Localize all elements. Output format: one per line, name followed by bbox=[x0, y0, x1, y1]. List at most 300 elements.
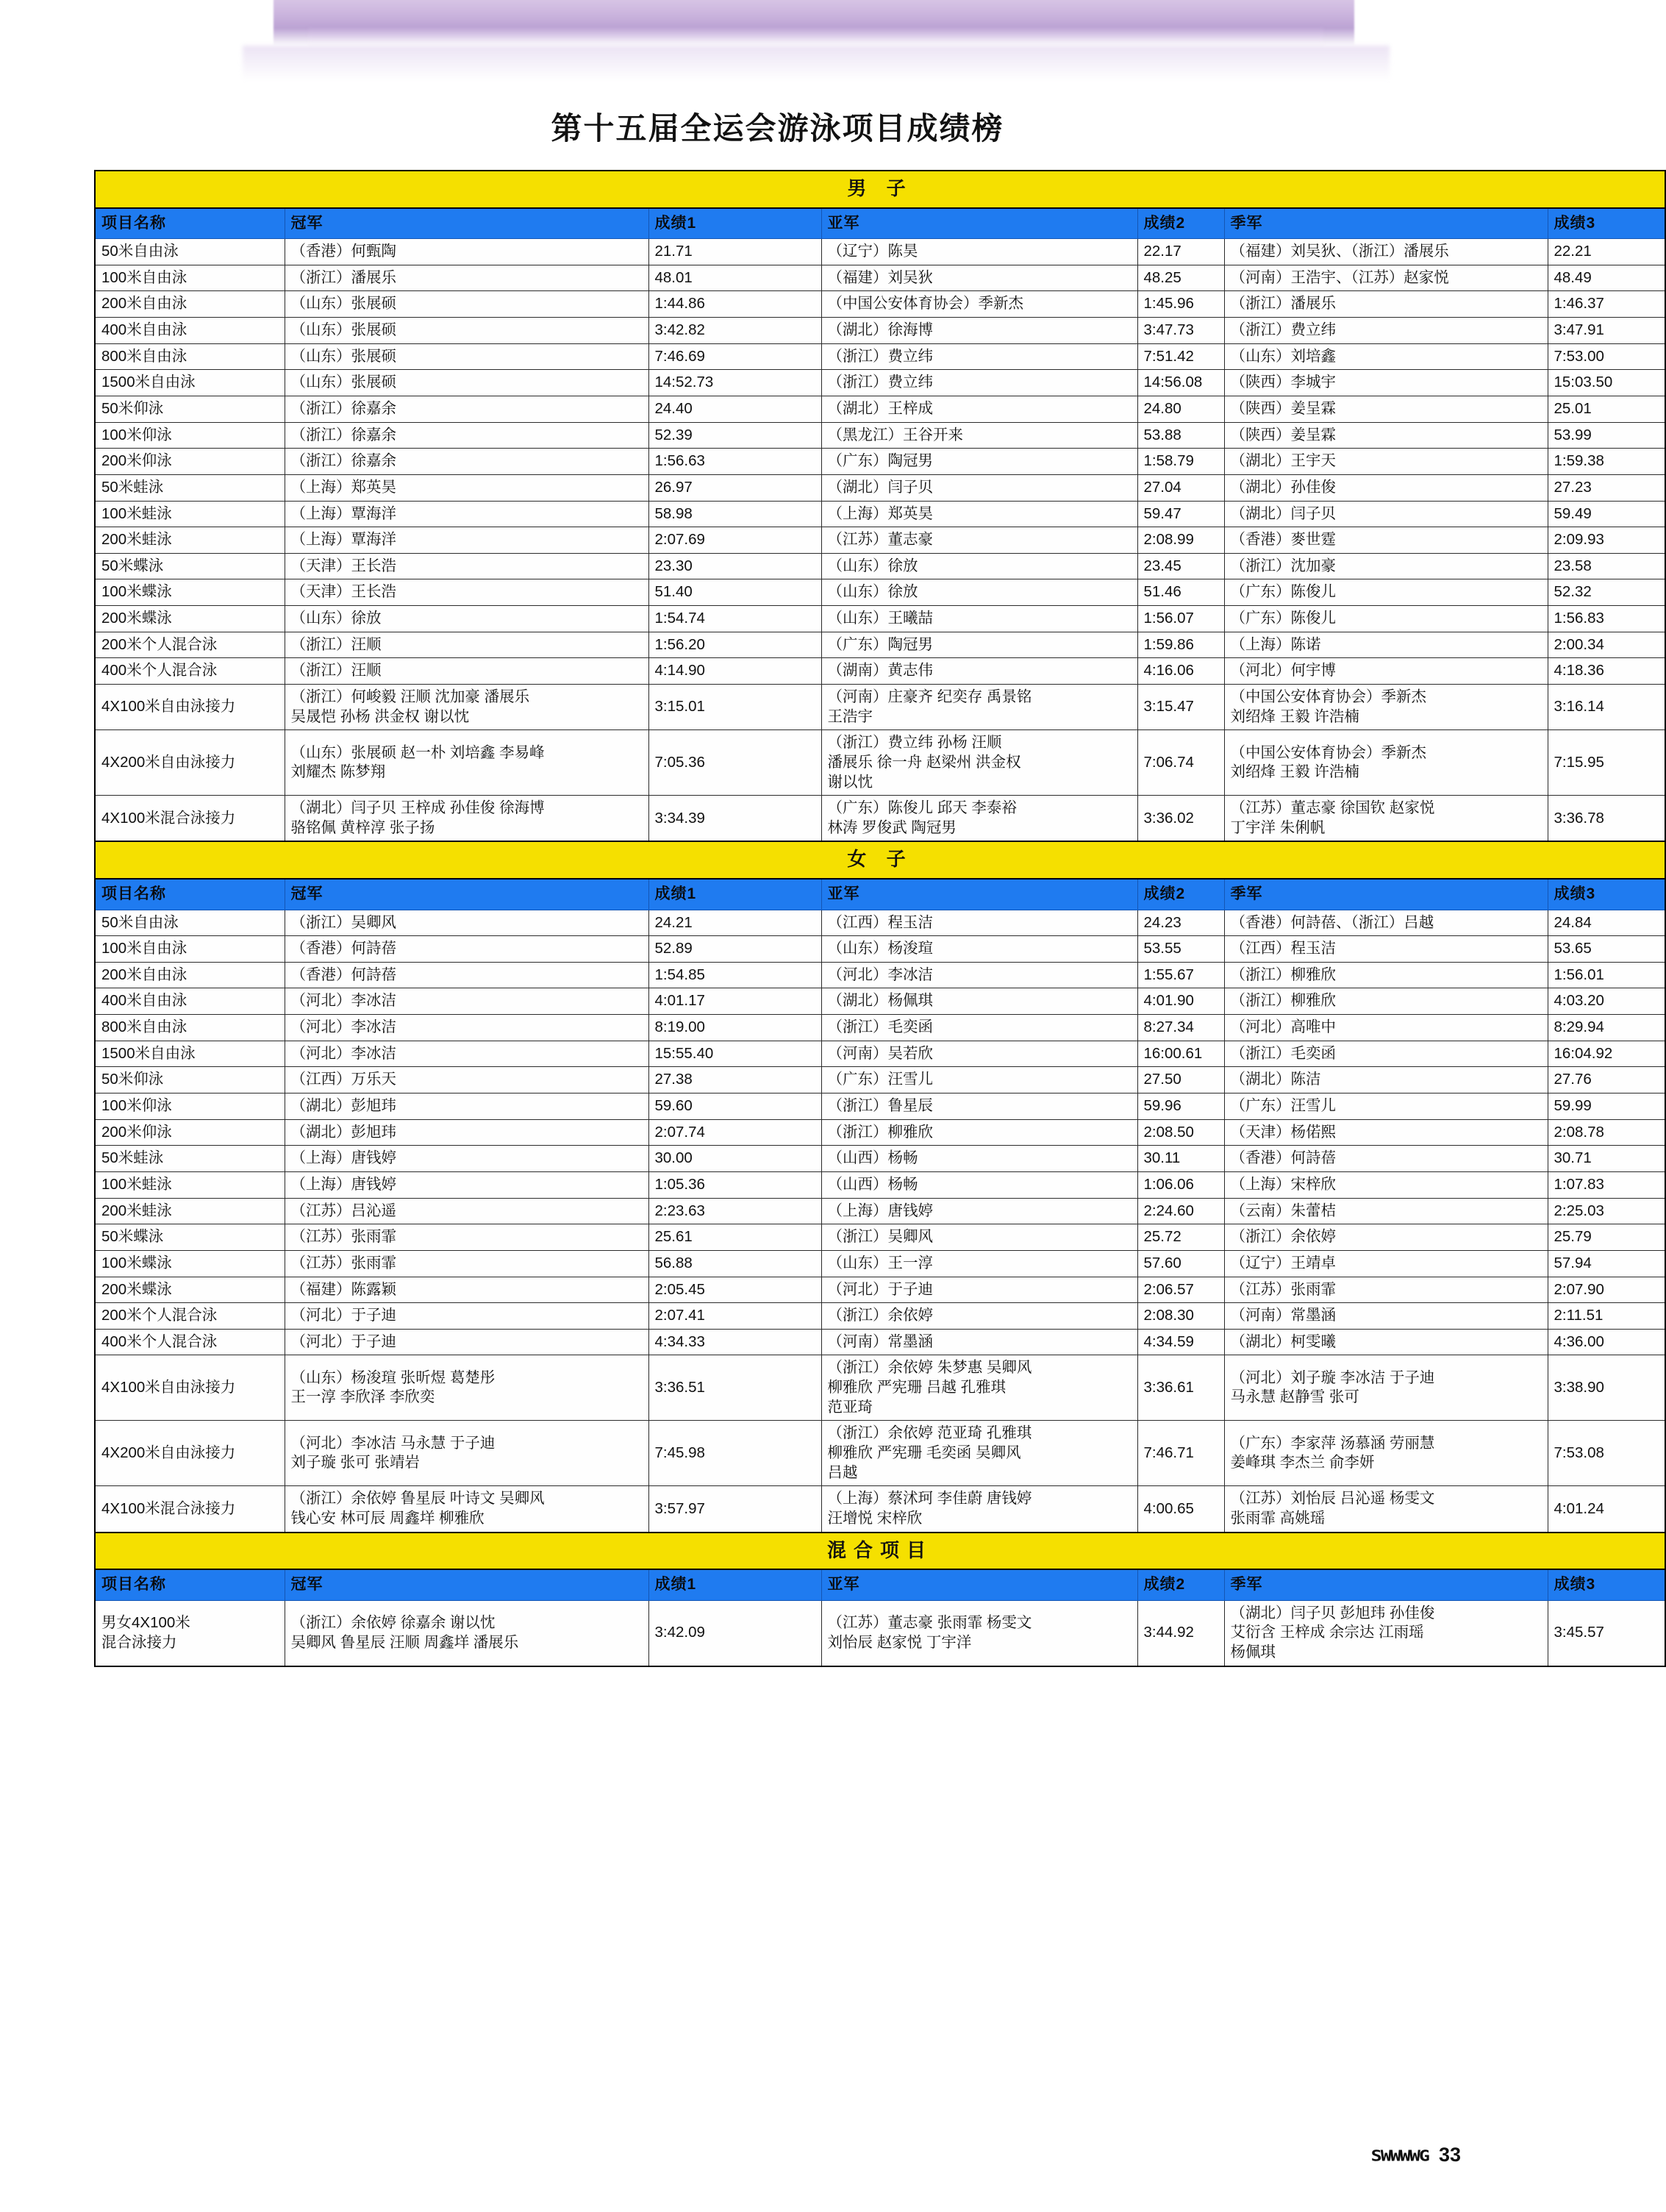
event-name-cell: 4X200米自由泳接力 bbox=[95, 730, 285, 796]
champion-cell: （江西）万乐天 bbox=[285, 1067, 648, 1093]
third-place-time-cell: 8:29.94 bbox=[1548, 1015, 1665, 1041]
third-place-cell: （江苏）张雨霏 bbox=[1224, 1277, 1548, 1303]
third-place-cell: （香港）何詩蓓、（浙江）吕越 bbox=[1224, 910, 1548, 936]
runner-up-cell: （黑龙江）王谷开来 bbox=[821, 422, 1137, 449]
third-place-time-cell: 59.99 bbox=[1548, 1093, 1665, 1120]
champion-time-cell: 1:05.36 bbox=[648, 1171, 821, 1198]
event-name-cell: 4X100米混合泳接力 bbox=[95, 796, 285, 842]
event-name-cell: 1500米自由泳 bbox=[95, 370, 285, 396]
runner-up-time-cell: 3:44.92 bbox=[1137, 1600, 1224, 1666]
champion-cell: （上海）唐钱婷 bbox=[285, 1146, 648, 1172]
third-place-cell: （河北）高唯中 bbox=[1224, 1015, 1548, 1041]
column-header-1: 冠军 bbox=[285, 208, 648, 239]
event-name-cell: 4X100米混合泳接力 bbox=[95, 1486, 285, 1533]
runner-up-cell: （湖北）王梓成 bbox=[821, 396, 1137, 422]
runner-up-cell: （湖南）黄志伟 bbox=[821, 658, 1137, 685]
champion-cell: （上海）覃海洋 bbox=[285, 501, 648, 527]
column-header-6: 成绩3 bbox=[1548, 1569, 1665, 1600]
third-place-cell: （香港）何詩蓓 bbox=[1224, 1146, 1548, 1172]
third-place-cell: （香港）麥世霆 bbox=[1224, 527, 1548, 554]
table-row bbox=[95, 1119, 1665, 1146]
runner-up-time-cell: 27.04 bbox=[1137, 474, 1224, 501]
champion-time-cell: 59.60 bbox=[648, 1093, 821, 1120]
champion-cell: （香港）何詩蓓 bbox=[285, 936, 648, 963]
runner-up-cell: （湖北）徐海博 bbox=[821, 318, 1137, 344]
champion-cell: （上海）覃海洋 bbox=[285, 527, 648, 554]
runner-up-cell: （河北）于子迪 bbox=[821, 1277, 1137, 1303]
third-place-time-cell: 15:03.50 bbox=[1548, 370, 1665, 396]
event-name-cell: 200米蛙泳 bbox=[95, 527, 285, 554]
champion-time-cell: 1:56.20 bbox=[648, 632, 821, 658]
champion-cell: （福建）陈露颖 bbox=[285, 1277, 648, 1303]
table-row bbox=[95, 936, 1665, 963]
runner-up-time-cell: 30.11 bbox=[1137, 1146, 1224, 1172]
decorative-top-band bbox=[0, 0, 1555, 77]
table-row bbox=[95, 1421, 1665, 1486]
third-place-cell: （湖北）陈洁 bbox=[1224, 1067, 1548, 1093]
event-name-cell: 50米自由泳 bbox=[95, 239, 285, 265]
column-header-1: 冠军 bbox=[285, 879, 648, 910]
runner-up-time-cell: 2:08.99 bbox=[1137, 527, 1224, 554]
runner-up-cell: （广东）陶冠男 bbox=[821, 449, 1137, 475]
runner-up-cell: （广东）陶冠男 bbox=[821, 632, 1137, 658]
third-place-cell: （浙江）潘展乐 bbox=[1224, 291, 1548, 318]
runner-up-cell: （辽宁）陈昊 bbox=[821, 239, 1137, 265]
event-name-cell: 800米自由泳 bbox=[95, 343, 285, 370]
runner-up-time-cell: 2:24.60 bbox=[1137, 1198, 1224, 1224]
champion-cell: （湖北）彭旭玮 bbox=[285, 1119, 648, 1146]
paper-smear-fade bbox=[243, 46, 1390, 81]
champion-time-cell: 8:19.00 bbox=[648, 1015, 821, 1041]
event-name-cell: 200米仰泳 bbox=[95, 449, 285, 475]
runner-up-time-cell: 8:27.34 bbox=[1137, 1015, 1224, 1041]
champion-time-cell: 21.71 bbox=[648, 239, 821, 265]
third-place-time-cell: 3:36.78 bbox=[1548, 796, 1665, 842]
runner-up-cell: （山东）杨浚瑄 bbox=[821, 936, 1137, 963]
runner-up-time-cell: 7:46.71 bbox=[1137, 1421, 1224, 1486]
champion-cell: （浙江）吴卿风 bbox=[285, 910, 648, 936]
table-row bbox=[95, 730, 1665, 796]
third-place-time-cell: 3:47.91 bbox=[1548, 318, 1665, 344]
event-name-cell: 100米自由泳 bbox=[95, 936, 285, 963]
column-header-6: 成绩3 bbox=[1548, 208, 1665, 239]
event-name-cell: 50米蛙泳 bbox=[95, 1146, 285, 1172]
champion-time-cell: 1:44.86 bbox=[648, 291, 821, 318]
results-sheet bbox=[94, 170, 1613, 1667]
runner-up-time-cell: 23.45 bbox=[1137, 553, 1224, 579]
column-header-3: 亚军 bbox=[821, 1569, 1137, 1600]
champion-time-cell: 3:57.97 bbox=[648, 1486, 821, 1533]
column-header-4: 成绩2 bbox=[1137, 208, 1224, 239]
column-header-3: 亚军 bbox=[821, 208, 1137, 239]
champion-time-cell: 52.89 bbox=[648, 936, 821, 963]
column-header-0: 项目名称 bbox=[95, 879, 285, 910]
table-row bbox=[95, 658, 1665, 685]
runner-up-time-cell: 7:06.74 bbox=[1137, 730, 1224, 796]
runner-up-time-cell: 2:06.57 bbox=[1137, 1277, 1224, 1303]
table-row bbox=[95, 527, 1665, 554]
runner-up-time-cell: 59.96 bbox=[1137, 1093, 1224, 1120]
third-place-time-cell: 59.49 bbox=[1548, 501, 1665, 527]
third-place-cell: （湖北）王宇天 bbox=[1224, 449, 1548, 475]
table-row bbox=[95, 606, 1665, 632]
runner-up-cell: （福建）刘吴狄 bbox=[821, 265, 1137, 291]
champion-cell: （上海）唐钱婷 bbox=[285, 1171, 648, 1198]
runner-up-time-cell: 1:58.79 bbox=[1137, 449, 1224, 475]
runner-up-time-cell: 4:16.06 bbox=[1137, 658, 1224, 685]
third-place-cell: （浙江）沈加豪 bbox=[1224, 553, 1548, 579]
runner-up-cell: （广东）陈俊儿 邱天 李泰裕 林涛 罗俊武 陶冠男 bbox=[821, 796, 1137, 842]
table-row bbox=[95, 370, 1665, 396]
runner-up-time-cell: 1:55.67 bbox=[1137, 962, 1224, 988]
section-title: 男 子 bbox=[95, 171, 1665, 208]
third-place-cell: （广东）李家萍 汤慕涵 劳丽慧 姜峰琪 李杰兰 俞李妍 bbox=[1224, 1421, 1548, 1486]
event-name-cell: 200米自由泳 bbox=[95, 291, 285, 318]
champion-time-cell: 2:07.69 bbox=[648, 527, 821, 554]
page-title: 第十五届全运会游泳项目成绩榜 bbox=[551, 111, 1004, 146]
third-place-cell: （湖北）闫子贝 bbox=[1224, 501, 1548, 527]
runner-up-time-cell: 2:08.30 bbox=[1137, 1303, 1224, 1330]
event-name-cell: 200米蝶泳 bbox=[95, 1277, 285, 1303]
third-place-cell: （江苏）刘怡辰 吕沁遥 杨雯文 张雨霏 高姚瑶 bbox=[1224, 1486, 1548, 1533]
third-place-time-cell: 1:46.37 bbox=[1548, 291, 1665, 318]
third-place-time-cell: 53.99 bbox=[1548, 422, 1665, 449]
champion-time-cell: 24.40 bbox=[648, 396, 821, 422]
third-place-time-cell: 25.79 bbox=[1548, 1224, 1665, 1251]
runner-up-time-cell: 48.25 bbox=[1137, 265, 1224, 291]
column-header-6: 成绩3 bbox=[1548, 879, 1665, 910]
champion-time-cell: 15:55.40 bbox=[648, 1041, 821, 1067]
runner-up-time-cell: 2:08.50 bbox=[1137, 1119, 1224, 1146]
runner-up-cell: （浙江）吴卿风 bbox=[821, 1224, 1137, 1251]
runner-up-cell: （河南）吴若欣 bbox=[821, 1041, 1137, 1067]
runner-up-cell: （浙江）费立纬 bbox=[821, 343, 1137, 370]
table-row bbox=[95, 1303, 1665, 1330]
third-place-time-cell: 4:03.20 bbox=[1548, 988, 1665, 1015]
third-place-time-cell: 24.84 bbox=[1548, 910, 1665, 936]
champion-time-cell: 4:14.90 bbox=[648, 658, 821, 685]
third-place-time-cell: 3:38.90 bbox=[1548, 1355, 1665, 1421]
runner-up-cell: （山东）王一淳 bbox=[821, 1250, 1137, 1277]
column-header-4: 成绩2 bbox=[1137, 879, 1224, 910]
third-place-cell: （广东）陈俊儿 bbox=[1224, 606, 1548, 632]
column-header-3: 亚军 bbox=[821, 879, 1137, 910]
champion-cell: （天津）王长浩 bbox=[285, 579, 648, 606]
runner-up-cell: （浙江）毛奕函 bbox=[821, 1015, 1137, 1041]
champion-cell: （山东）杨浚瑄 张昕煜 葛楚彤 王一淳 李欣泽 李欣奕 bbox=[285, 1355, 648, 1421]
champion-time-cell: 3:15.01 bbox=[648, 684, 821, 729]
champion-cell: （江苏）吕沁遥 bbox=[285, 1198, 648, 1224]
event-name-cell: 200米个人混合泳 bbox=[95, 1303, 285, 1330]
third-place-time-cell: 7:53.00 bbox=[1548, 343, 1665, 370]
table-row bbox=[95, 553, 1665, 579]
third-place-time-cell: 27.76 bbox=[1548, 1067, 1665, 1093]
column-header-5: 季军 bbox=[1224, 879, 1548, 910]
champion-cell: （山东）张展硕 bbox=[285, 370, 648, 396]
third-place-cell: （江西）程玉洁 bbox=[1224, 936, 1548, 963]
column-header-5: 季军 bbox=[1224, 208, 1548, 239]
champion-cell: （河北）李冰洁 bbox=[285, 988, 648, 1015]
champion-time-cell: 7:05.36 bbox=[648, 730, 821, 796]
table-row bbox=[95, 1355, 1665, 1421]
third-place-cell: （浙江）柳雅欣 bbox=[1224, 962, 1548, 988]
champion-time-cell: 2:07.41 bbox=[648, 1303, 821, 1330]
runner-up-cell: （上海）郑英昊 bbox=[821, 501, 1137, 527]
runner-up-time-cell: 3:47.73 bbox=[1137, 318, 1224, 344]
event-name-cell: 100米蛙泳 bbox=[95, 501, 285, 527]
table-row bbox=[95, 1093, 1665, 1120]
column-header-0: 项目名称 bbox=[95, 208, 285, 239]
champion-time-cell: 3:42.09 bbox=[648, 1600, 821, 1666]
third-place-time-cell: 4:36.00 bbox=[1548, 1329, 1665, 1355]
runner-up-time-cell: 25.72 bbox=[1137, 1224, 1224, 1251]
runner-up-time-cell: 3:36.61 bbox=[1137, 1355, 1224, 1421]
third-place-time-cell: 7:15.95 bbox=[1548, 730, 1665, 796]
runner-up-time-cell: 53.55 bbox=[1137, 936, 1224, 963]
champion-time-cell: 4:34.33 bbox=[648, 1329, 821, 1355]
table-row bbox=[95, 988, 1665, 1015]
third-place-cell: （天津）杨偌熙 bbox=[1224, 1119, 1548, 1146]
event-name-cell: 400米自由泳 bbox=[95, 318, 285, 344]
table-row bbox=[95, 1041, 1665, 1067]
runner-up-cell: （浙江）费立纬 bbox=[821, 370, 1137, 396]
table-row bbox=[95, 632, 1665, 658]
runner-up-time-cell: 24.80 bbox=[1137, 396, 1224, 422]
champion-cell: （江苏）张雨霏 bbox=[285, 1250, 648, 1277]
champion-time-cell: 48.01 bbox=[648, 265, 821, 291]
third-place-time-cell: 1:59.38 bbox=[1548, 449, 1665, 475]
champion-cell: （浙江）徐嘉余 bbox=[285, 422, 648, 449]
champion-cell: （山东）徐放 bbox=[285, 606, 648, 632]
champion-time-cell: 56.88 bbox=[648, 1250, 821, 1277]
champion-cell: （浙江）余依婷 鲁星辰 叶诗文 吴卿风 钱心安 林可辰 周鑫垟 柳雅欣 bbox=[285, 1486, 648, 1533]
third-place-time-cell: 52.32 bbox=[1548, 579, 1665, 606]
runner-up-time-cell: 4:34.59 bbox=[1137, 1329, 1224, 1355]
table-row bbox=[95, 1015, 1665, 1041]
third-place-time-cell: 48.49 bbox=[1548, 265, 1665, 291]
runner-up-time-cell: 24.23 bbox=[1137, 910, 1224, 936]
column-header-1: 冠军 bbox=[285, 1569, 648, 1600]
event-name-cell: 400米个人混合泳 bbox=[95, 1329, 285, 1355]
third-place-cell: （湖北）闫子贝 彭旭玮 孙佳俊 艾衍含 王梓成 余宗达 江雨瑶 杨佩琪 bbox=[1224, 1600, 1548, 1666]
champion-time-cell: 4:01.17 bbox=[648, 988, 821, 1015]
event-name-cell: 100米仰泳 bbox=[95, 422, 285, 449]
table-row bbox=[95, 962, 1665, 988]
runner-up-cell: （湖北）杨佩琪 bbox=[821, 988, 1137, 1015]
event-name-cell: 200米蝶泳 bbox=[95, 606, 285, 632]
runner-up-cell: （浙江）余依婷 朱梦惠 吴卿风 柳雅欣 严宪珊 吕越 孔雅琪 范亚琦 bbox=[821, 1355, 1137, 1421]
champion-cell: （浙江）汪顺 bbox=[285, 658, 648, 685]
table-row bbox=[95, 1067, 1665, 1093]
event-name-cell: 100米蝶泳 bbox=[95, 579, 285, 606]
third-place-time-cell: 30.71 bbox=[1548, 1146, 1665, 1172]
third-place-time-cell: 53.65 bbox=[1548, 936, 1665, 963]
event-name-cell: 4X100米自由泳接力 bbox=[95, 684, 285, 729]
runner-up-cell: （河北）李冰洁 bbox=[821, 962, 1137, 988]
champion-time-cell: 3:36.51 bbox=[648, 1355, 821, 1421]
third-place-time-cell: 1:07.83 bbox=[1548, 1171, 1665, 1198]
table-row bbox=[95, 796, 1665, 842]
champion-time-cell: 3:34.39 bbox=[648, 796, 821, 842]
champion-cell: （浙江）何峻毅 汪顺 沈加豪 潘展乐 吴晟恺 孙杨 洪金权 谢以忱 bbox=[285, 684, 648, 729]
paper-smear-edge bbox=[309, 26, 1323, 46]
publication-wordmark: SWWWWG bbox=[1370, 2147, 1429, 2165]
runner-up-cell: （浙江）余依婷 范亚琦 孔雅琪 柳雅欣 严宪珊 毛奕函 吴卿风 吕越 bbox=[821, 1421, 1137, 1486]
runner-up-time-cell: 1:59.86 bbox=[1137, 632, 1224, 658]
runner-up-cell: （浙江）柳雅欣 bbox=[821, 1119, 1137, 1146]
champion-cell: （河北）李冰洁 bbox=[285, 1015, 648, 1041]
column-header-5: 季军 bbox=[1224, 1569, 1548, 1600]
champion-time-cell: 7:45.98 bbox=[648, 1421, 821, 1486]
third-place-cell: （浙江）余依婷 bbox=[1224, 1224, 1548, 1251]
champion-time-cell: 24.21 bbox=[648, 910, 821, 936]
table-row bbox=[95, 501, 1665, 527]
section-title: 混合项目 bbox=[95, 1533, 1665, 1570]
third-place-cell: （中国公安体育协会）季新杰 刘绍烽 王毅 许浩楠 bbox=[1224, 684, 1548, 729]
section-band-row bbox=[95, 1533, 1665, 1570]
third-place-cell: （陕西）李城宇 bbox=[1224, 370, 1548, 396]
third-place-cell: （广东）陈俊儿 bbox=[1224, 579, 1548, 606]
table-row bbox=[95, 265, 1665, 291]
champion-cell: （河北）于子迪 bbox=[285, 1303, 648, 1330]
champion-time-cell: 7:46.69 bbox=[648, 343, 821, 370]
champion-cell: （天津）王长浩 bbox=[285, 553, 648, 579]
champion-time-cell: 58.98 bbox=[648, 501, 821, 527]
champion-cell: （山东）张展硕 bbox=[285, 318, 648, 344]
table-row bbox=[95, 318, 1665, 344]
runner-up-cell: （江西）程玉洁 bbox=[821, 910, 1137, 936]
third-place-time-cell: 2:08.78 bbox=[1548, 1119, 1665, 1146]
runner-up-cell: （山东）徐放 bbox=[821, 553, 1137, 579]
event-name-cell: 50米仰泳 bbox=[95, 1067, 285, 1093]
third-place-cell: （广东）汪雪儿 bbox=[1224, 1093, 1548, 1120]
event-name-cell: 100米蛙泳 bbox=[95, 1171, 285, 1198]
runner-up-time-cell: 7:51.42 bbox=[1137, 343, 1224, 370]
event-name-cell: 200米蛙泳 bbox=[95, 1198, 285, 1224]
champion-time-cell: 30.00 bbox=[648, 1146, 821, 1172]
champion-cell: （山东）张展硕 bbox=[285, 343, 648, 370]
third-place-time-cell: 2:07.90 bbox=[1548, 1277, 1665, 1303]
event-name-cell: 200米个人混合泳 bbox=[95, 632, 285, 658]
third-place-time-cell: 3:16.14 bbox=[1548, 684, 1665, 729]
event-name-cell: 800米自由泳 bbox=[95, 1015, 285, 1041]
results-body bbox=[95, 171, 1665, 1666]
third-place-cell: （河南）王浩宇、（江苏）赵家悦 bbox=[1224, 265, 1548, 291]
event-name-cell: 50米自由泳 bbox=[95, 910, 285, 936]
champion-cell: （江苏）张雨霏 bbox=[285, 1224, 648, 1251]
column-header-row bbox=[95, 1569, 1665, 1600]
champion-cell: （香港）何詩蓓 bbox=[285, 962, 648, 988]
runner-up-cell: （河南）庄豪齐 纪奕存 禹景铭 王浩宇 bbox=[821, 684, 1137, 729]
event-name-cell: 400米自由泳 bbox=[95, 988, 285, 1015]
champion-time-cell: 1:54.85 bbox=[648, 962, 821, 988]
table-row bbox=[95, 1250, 1665, 1277]
third-place-cell: （中国公安体育协会）季新杰 刘绍烽 王毅 许浩楠 bbox=[1224, 730, 1548, 796]
runner-up-cell: （上海）蔡沭珂 李佳蔚 唐钱婷 汪增悦 宋梓欣 bbox=[821, 1486, 1137, 1533]
champion-cell: （河北）于子迪 bbox=[285, 1329, 648, 1355]
champion-time-cell: 51.40 bbox=[648, 579, 821, 606]
column-header-2: 成绩1 bbox=[648, 1569, 821, 1600]
runner-up-cell: （山东）徐放 bbox=[821, 579, 1137, 606]
champion-time-cell: 23.30 bbox=[648, 553, 821, 579]
third-place-time-cell: 23.58 bbox=[1548, 553, 1665, 579]
champion-cell: （香港）何甄陶 bbox=[285, 239, 648, 265]
table-row bbox=[95, 1277, 1665, 1303]
event-name-cell: 4X200米自由泳接力 bbox=[95, 1421, 285, 1486]
column-header-2: 成绩1 bbox=[648, 879, 821, 910]
runner-up-time-cell: 1:45.96 bbox=[1137, 291, 1224, 318]
results-table bbox=[94, 170, 1666, 1667]
runner-up-cell: （山东）王曦喆 bbox=[821, 606, 1137, 632]
third-place-time-cell: 1:56.83 bbox=[1548, 606, 1665, 632]
champion-time-cell: 14:52.73 bbox=[648, 370, 821, 396]
column-header-row bbox=[95, 879, 1665, 910]
event-name-cell: 200米自由泳 bbox=[95, 962, 285, 988]
table-row bbox=[95, 291, 1665, 318]
third-place-time-cell: 4:18.36 bbox=[1548, 658, 1665, 685]
runner-up-cell: （山西）杨畅 bbox=[821, 1171, 1137, 1198]
event-name-cell: 50米蝶泳 bbox=[95, 553, 285, 579]
table-row bbox=[95, 1600, 1665, 1666]
runner-up-time-cell: 4:01.90 bbox=[1137, 988, 1224, 1015]
third-place-cell: （上海）陈诺 bbox=[1224, 632, 1548, 658]
third-place-cell: （湖北）柯雯曦 bbox=[1224, 1329, 1548, 1355]
champion-cell: （山东）张展硕 bbox=[285, 291, 648, 318]
third-place-time-cell: 2:09.93 bbox=[1548, 527, 1665, 554]
section-title: 女 子 bbox=[95, 841, 1665, 879]
event-name-cell: 100米蝶泳 bbox=[95, 1250, 285, 1277]
champion-time-cell: 52.39 bbox=[648, 422, 821, 449]
table-row bbox=[95, 239, 1665, 265]
champion-cell: （浙江）汪顺 bbox=[285, 632, 648, 658]
third-place-cell: （湖北）孙佳俊 bbox=[1224, 474, 1548, 501]
table-row bbox=[95, 1329, 1665, 1355]
runner-up-time-cell: 3:36.02 bbox=[1137, 796, 1224, 842]
runner-up-time-cell: 51.46 bbox=[1137, 579, 1224, 606]
champion-cell: （浙江）余依婷 徐嘉余 谢以忱 吴卿风 鲁星辰 汪顺 周鑫垟 潘展乐 bbox=[285, 1600, 648, 1666]
section-band-row bbox=[95, 841, 1665, 879]
table-row bbox=[95, 684, 1665, 729]
champion-cell: （上海）郑英昊 bbox=[285, 474, 648, 501]
runner-up-cell: （浙江）鲁星辰 bbox=[821, 1093, 1137, 1120]
runner-up-cell: （上海）唐钱婷 bbox=[821, 1198, 1137, 1224]
runner-up-time-cell: 59.47 bbox=[1137, 501, 1224, 527]
table-row bbox=[95, 474, 1665, 501]
column-header-row bbox=[95, 208, 1665, 239]
runner-up-cell: （山西）杨畅 bbox=[821, 1146, 1137, 1172]
runner-up-time-cell: 3:15.47 bbox=[1137, 684, 1224, 729]
table-row bbox=[95, 1146, 1665, 1172]
column-header-2: 成绩1 bbox=[648, 208, 821, 239]
event-name-cell: 50米仰泳 bbox=[95, 396, 285, 422]
table-row bbox=[95, 910, 1665, 936]
table-row bbox=[95, 343, 1665, 370]
runner-up-time-cell: 27.50 bbox=[1137, 1067, 1224, 1093]
column-header-0: 项目名称 bbox=[95, 1569, 285, 1600]
table-row bbox=[95, 1198, 1665, 1224]
event-name-cell: 男女4X100米 混合泳接力 bbox=[95, 1600, 285, 1666]
runner-up-cell: （江苏）董志豪 bbox=[821, 527, 1137, 554]
third-place-cell: （河南）常墨涵 bbox=[1224, 1303, 1548, 1330]
champion-time-cell: 1:54.74 bbox=[648, 606, 821, 632]
third-place-time-cell: 3:45.57 bbox=[1548, 1600, 1665, 1666]
runner-up-time-cell: 53.88 bbox=[1137, 422, 1224, 449]
event-name-cell: 400米个人混合泳 bbox=[95, 658, 285, 685]
table-row bbox=[95, 1486, 1665, 1533]
section-band-row bbox=[95, 171, 1665, 208]
table-row bbox=[95, 1171, 1665, 1198]
third-place-time-cell: 2:25.03 bbox=[1548, 1198, 1665, 1224]
